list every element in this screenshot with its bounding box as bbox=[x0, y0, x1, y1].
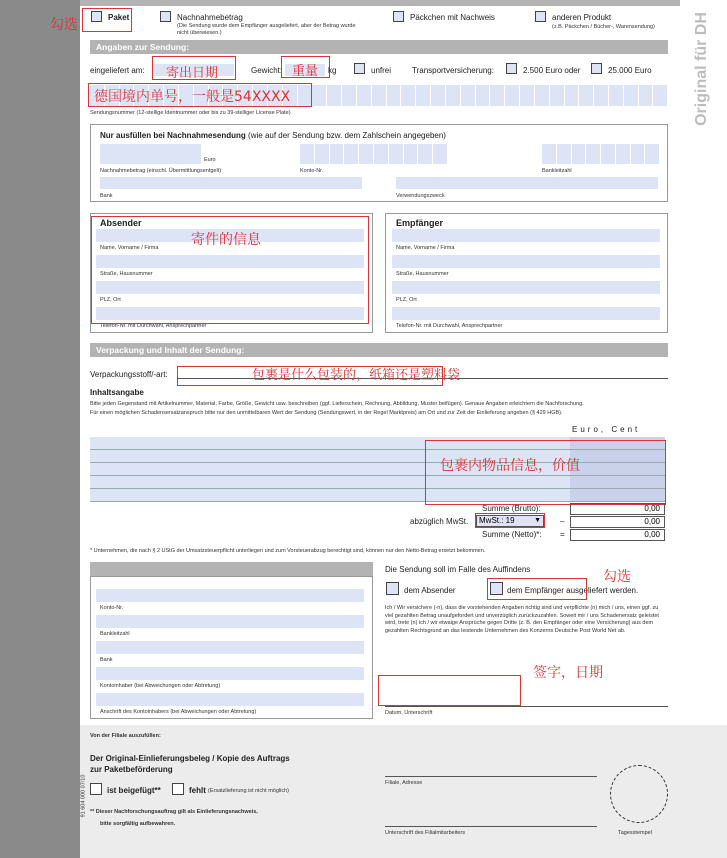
side-label: Original für DH bbox=[693, 12, 711, 126]
auffinden-title: Die Sendung soll im Falle des Auffindens bbox=[385, 565, 531, 574]
anderes-checkbox[interactable] bbox=[535, 11, 546, 22]
annotation-contents: 包裹内物品信息，价值 bbox=[440, 458, 580, 474]
absender-title: Absender bbox=[100, 218, 142, 228]
tracking-note: Sendungsnummer (12-stellige Identnummer oder bis zu 39-stelliger License Plate) bbox=[90, 110, 291, 116]
mwst-select-value: MwSt.: 19 bbox=[479, 516, 515, 525]
empfaenger-tel-field[interactable] bbox=[392, 307, 660, 320]
minus-sign: – bbox=[560, 517, 565, 526]
empfaenger-street-field[interactable] bbox=[392, 255, 660, 268]
employee-signature-label: Unterschrift des Filialmitarbeiters bbox=[385, 830, 466, 836]
bank-field[interactable] bbox=[100, 177, 362, 189]
inhalt-text-2: Für einen möglichen Schadensersatzanspruch bitte nur den unmittelbaren Wert der Sendung (Sendungswert, in der Regel Marktpreis) am Ort und zur Zeit der Einlieferung angeben (§ 429 HGB). bbox=[90, 410, 563, 416]
auffinden-absender-checkbox[interactable] bbox=[386, 582, 399, 595]
bank-name-field[interactable] bbox=[96, 641, 364, 654]
top-bar bbox=[80, 0, 680, 6]
annotation-tracking: 德国境内单号，一般是54XXXX bbox=[94, 89, 291, 105]
absender-street-label: Straße, Hausnummer bbox=[100, 271, 153, 277]
absender-name-label: Name, Vorname / Firma bbox=[100, 245, 159, 251]
footer-section bbox=[80, 725, 727, 858]
empfaenger-plz-label: PLZ, Ort bbox=[396, 297, 417, 303]
fehlt-checkbox[interactable] bbox=[172, 783, 184, 795]
summe-brutto-field[interactable]: 0,00 bbox=[570, 503, 665, 515]
angaben-bar: Angaben zur Sendung: bbox=[90, 40, 668, 54]
verpackung-label: Verpackungsstoff/-art: bbox=[90, 370, 168, 379]
inhalt-title: Inhaltsangabe bbox=[90, 388, 144, 397]
anderes-label: anderen Produkt bbox=[552, 13, 612, 22]
summe-netto-field[interactable]: 0,00 bbox=[570, 529, 665, 541]
ins-2500-label: 2.500 Euro oder bbox=[523, 66, 581, 75]
date-stamp-circle bbox=[610, 765, 668, 823]
empfaenger-title: Empfänger bbox=[396, 218, 444, 228]
blz-cells[interactable] bbox=[542, 144, 660, 164]
bank-inhaber-label: Kontoinhaber (bei Abweichungen oder Abtretung) bbox=[100, 683, 221, 689]
eingeliefert-label: eingeliefert am: bbox=[90, 66, 145, 75]
ins-25000-label: 25.000 Euro bbox=[608, 66, 652, 75]
bank-section-bar bbox=[90, 562, 373, 576]
annotation-box-tracking bbox=[88, 83, 312, 107]
euro-label: Euro bbox=[204, 157, 216, 163]
paket-label: Paket bbox=[108, 13, 130, 22]
euro-cent-header: Euro, Cent bbox=[572, 425, 641, 434]
bank-inhaber-field[interactable] bbox=[96, 667, 364, 680]
empfaenger-plz-field[interactable] bbox=[392, 281, 660, 294]
abzueglich-label: abzüglich MwSt. bbox=[410, 517, 469, 526]
mwst-amount-field[interactable]: 0,00 bbox=[570, 516, 665, 528]
annotation-box-signature bbox=[378, 675, 521, 706]
annotation-weight: 重量 bbox=[292, 64, 319, 79]
paeckchen-checkbox[interactable] bbox=[393, 11, 404, 22]
footer-beleg-1: Der Original-Einlieferungsbeleg / Kopie des Auftrags bbox=[90, 754, 290, 763]
transport-label: Transportversicherung: bbox=[412, 66, 494, 75]
filiale-address-line[interactable] bbox=[385, 776, 597, 777]
equals-sign: = bbox=[560, 530, 565, 539]
bank-konto-field[interactable] bbox=[96, 589, 364, 602]
declaration-text: Ich / Wir versichere (-n), dass die vorstehenden Angaben richtig sind und verpflichte (n) mich / uns, einen ggf. zu viel gezahlten Betrag unaufgefordert und unverzüglich zurückzuzahlen. Soweit mir / uns Schadenersatz geleistet wird, trete (n) ich / wir etwaige Ansprüche gegen Dritte (z. B. den Empfänger oder eine Versicherung) aus dem gezahlten Rechtsgrund an das leistende Unternehmen des Konzerns Deutsche Post World Net ab. bbox=[385, 605, 659, 634]
empfaenger-tel-label: Telefon-Nr. mit Durchwahl, Ansprechpartner bbox=[396, 323, 503, 329]
annotation-box-contents bbox=[425, 440, 666, 505]
tax-footnote: * Unternehmen, die nach § 2 UStG der Umsatzsteuerpflicht unterliegen und zum Vorsteuerabzug berechtigt sind, können nur den Netto-Betrag ersetzt bekommen. bbox=[90, 548, 486, 554]
paeckchen-label: Päckchen mit Nachweis bbox=[410, 13, 495, 22]
annotation-box-weight bbox=[281, 56, 330, 78]
footer-note-1: ** Dieser Nachforschungsauftrag gilt als Einlieferungsnachweis, bbox=[90, 809, 258, 815]
fehlt-label: fehlt bbox=[189, 786, 206, 795]
absender-plz-label: PLZ, Ort bbox=[100, 297, 121, 303]
zweck-label: Verwendungszweck bbox=[396, 193, 445, 199]
gewicht-label: Gewicht: bbox=[251, 66, 283, 75]
annotation-box-mwst bbox=[475, 513, 545, 528]
annotation-packaging: 包裹是什么包装的，纸箱还是塑料袋 bbox=[252, 368, 461, 383]
annotation-box-sender bbox=[91, 216, 369, 324]
kg-label: kg bbox=[328, 66, 337, 75]
bank-anschrift-label: Anschrift des Kontoinhabers (bei Abweichungen oder Abtretung) bbox=[100, 709, 257, 715]
signature-line[interactable] bbox=[385, 706, 668, 707]
blz-label: Bankleitzahl bbox=[542, 168, 572, 174]
auffinden-empfaenger-label: dem Empfänger ausgeliefert werden. bbox=[507, 586, 639, 595]
bank-blz-field[interactable] bbox=[96, 615, 364, 628]
nachnahme-amount-field[interactable] bbox=[100, 144, 201, 164]
beigefuegt-label: ist beigefügt** bbox=[107, 786, 161, 795]
verpackung-bar: Verpackung und Inhalt der Sendung: bbox=[90, 343, 668, 357]
empfaenger-street-label: Straße, Hausnummer bbox=[396, 271, 449, 277]
unfrei-label: unfrei bbox=[371, 66, 392, 75]
empfaenger-name-field[interactable] bbox=[392, 229, 660, 242]
summe-brutto-label: Summe (Brutto): bbox=[482, 504, 541, 513]
filiale-address-label: Filiale, Adresse bbox=[385, 780, 423, 786]
betrag-label: Nachnahmebetrag (einschl. Übermittlungsentgelt) bbox=[100, 168, 222, 174]
datum-label: Datum, Unterschrift bbox=[385, 710, 433, 716]
konto-label: Konto-Nr. bbox=[300, 168, 324, 174]
annotation-box-packaging bbox=[177, 366, 443, 386]
ins-25000-checkbox[interactable] bbox=[591, 63, 602, 74]
nachnahme-note: (Die Sendung wurde dem Empfänger ausgeliefert, aber der Betrag wurde nicht überwiesen.) bbox=[177, 23, 356, 36]
stamp-label: Tagesstempel bbox=[618, 830, 652, 836]
nachnahme-box-title: Nur ausfüllen bei Nachnahmesendung (wie auf der Sendung bzw. dem Zahlschein angegeben) bbox=[100, 131, 446, 140]
footer-beleg-2: zur Paketbeförderung bbox=[90, 765, 173, 774]
nachnahme-label: Nachnahmebetrag bbox=[177, 13, 243, 22]
annotation-send-date: 寄出日期 bbox=[166, 66, 219, 81]
bank-name-label: Bank bbox=[100, 657, 113, 663]
ins-2500-checkbox[interactable] bbox=[506, 63, 517, 74]
nachnahme-checkbox[interactable] bbox=[160, 11, 171, 22]
konto-cells[interactable] bbox=[300, 144, 448, 164]
footer-note-2: bitte sorgfältig aufbewahren. bbox=[100, 821, 176, 827]
bank-anschrift-field[interactable] bbox=[96, 693, 364, 706]
auffinden-absender-label: dem Absender bbox=[404, 586, 456, 595]
annotation-box-date bbox=[152, 56, 236, 80]
summe-netto-label: Summe (Netto)*: bbox=[482, 530, 542, 539]
bank-blz-label: Bankleitzahl bbox=[100, 631, 130, 637]
zweck-field[interactable] bbox=[396, 177, 658, 189]
form-page bbox=[80, 0, 727, 858]
annotation-sign-date: 签字，日期 bbox=[533, 665, 603, 681]
anderes-note: (z.B. Päckchen / Bücher-, Warensendung) bbox=[552, 24, 655, 30]
fehlt-note: (Ersatzlieferung ist nicht möglich) bbox=[208, 788, 290, 794]
unfrei-checkbox[interactable] bbox=[354, 63, 365, 74]
chevron-down-icon: ▼ bbox=[534, 517, 541, 524]
annotation-check-right: 勾选 bbox=[603, 569, 631, 585]
empfaenger-name-label: Name, Vorname / Firma bbox=[396, 245, 455, 251]
employee-signature-line[interactable] bbox=[385, 826, 597, 827]
bank-konto-label: Konto-Nr. bbox=[100, 605, 124, 611]
annotation-box-paket bbox=[82, 8, 132, 32]
annotation-sender-info: 寄件的信息 bbox=[191, 232, 261, 248]
form-code: 91 604 000 07/10 bbox=[80, 774, 87, 818]
inhalt-text-1: Bitte jeden Gegenstand mit Artikelnummer, Material, Farbe, Größe, Gewicht usw. beschreiben (ggf. Lieferschein, Rechnung, Abbildung, Muster beifügen). Genaue Angaben erleichtern die Nachforschung. bbox=[90, 401, 584, 407]
annotation-check-left: 勾选 bbox=[50, 17, 78, 33]
absender-tel-label: Telefon-Nr. mit Durchwahl, Ansprechpartner bbox=[100, 323, 207, 329]
annotation-box-empfaenger bbox=[487, 578, 587, 600]
bank-label: Bank bbox=[100, 193, 113, 199]
footer-filiale-label: Von der Filiale auszufüllen: bbox=[90, 733, 161, 739]
beigefuegt-checkbox[interactable] bbox=[90, 783, 102, 795]
